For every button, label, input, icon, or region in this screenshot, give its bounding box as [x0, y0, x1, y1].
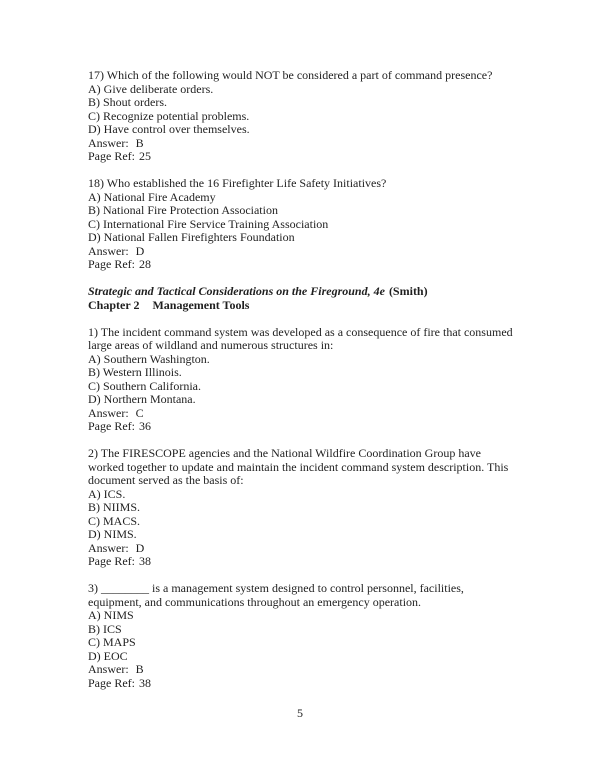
question-block-18	[88, 177, 524, 272]
question-block-2	[88, 447, 524, 569]
answer-line	[88, 663, 524, 677]
question-stem-line: document served as the basis of:	[88, 473, 244, 487]
page-ref-line	[88, 677, 524, 691]
choice-option: B) Shout orders.	[88, 95, 167, 109]
page-ref-label: Page Ref:	[88, 419, 135, 433]
page-ref-value: 38	[139, 554, 151, 568]
choice-option: C) Recognize potential problems.	[88, 108, 250, 123]
choice-option: A) National Fire Academy	[88, 189, 216, 204]
choice-option: C) Southern California.	[88, 378, 201, 393]
question-stem-line: 17) Which of the following would NOT be considered a part of command presence?	[88, 68, 493, 82]
question-block-3	[88, 582, 524, 690]
book-heading	[88, 285, 524, 312]
document-content	[88, 69, 524, 704]
answer-label: Answer:	[88, 135, 129, 150]
choice-option: D) Have control over themselves.	[88, 122, 250, 136]
choice-option: C) MAPS	[88, 635, 136, 649]
answer-value: B	[135, 135, 144, 150]
page-ref-value: 28	[139, 257, 151, 271]
answer-value: D	[135, 243, 145, 258]
choice-option: D) National Fallen Firefighters Foundation	[88, 230, 295, 244]
choice-option: D) NIMS.	[88, 527, 137, 541]
question-stem-line: 2) The FIRESCOPE agencies and the National Wildfire Coordination Group have	[88, 446, 481, 460]
answer-label: Answer:	[88, 405, 129, 420]
page-ref-line	[88, 258, 524, 272]
choice-option: A) NIMS	[88, 608, 134, 622]
page-ref-line	[88, 555, 524, 569]
book-author: (Smith)	[388, 284, 428, 298]
choice-option: C) International Fire Service Training Association	[88, 216, 329, 231]
answer-label: Answer:	[88, 540, 129, 555]
answer-line	[88, 137, 524, 151]
page-ref-label: Page Ref:	[88, 149, 135, 163]
answer-line	[88, 542, 524, 556]
answer-line	[88, 407, 524, 421]
question-stem-line: large areas of wildland and numerous structures in:	[88, 338, 334, 352]
question-block-17	[88, 69, 524, 164]
choice-option: A) Southern Washington.	[88, 351, 210, 366]
page-ref-value: 36	[139, 419, 151, 433]
page-ref-line	[88, 150, 524, 164]
answer-label: Answer:	[88, 243, 129, 258]
page-ref-value: 38	[139, 675, 151, 690]
question-stem-line: 3) ________ is a management system designed to control personnel, facilities,	[88, 581, 464, 595]
choice-option: D) Northern Montana.	[88, 392, 196, 406]
chapter-line	[88, 299, 524, 313]
answer-value: D	[135, 540, 145, 555]
question-block-1	[88, 326, 524, 434]
page-ref-value: 25	[139, 149, 151, 163]
page-number: 5	[297, 706, 303, 720]
chapter-title: Management Tools	[152, 297, 250, 312]
page-ref-label: Page Ref:	[88, 554, 135, 568]
book-title-line	[88, 285, 524, 299]
choice-option: B) Western Illinois.	[88, 365, 182, 379]
answer-value: C	[135, 405, 144, 420]
choice-option: B) NIIMS.	[88, 500, 141, 514]
question-stem-line: 18) Who established the 16 Firefighter Life Safety Initiatives?	[88, 176, 387, 190]
choice-option: B) ICS	[88, 621, 122, 636]
question-stem-line: equipment, and communications throughout an emergency operation.	[88, 594, 422, 609]
answer-value: B	[135, 662, 144, 676]
page-ref-line	[88, 420, 524, 434]
choice-option: C) MACS.	[88, 513, 141, 528]
choice-option: B) National Fire Protection Association	[88, 203, 278, 217]
chapter-label: Chapter 2	[88, 297, 140, 312]
question-stem-line: worked together to update and maintain the incident command system description. This	[88, 459, 509, 474]
choice-option: A) Give deliberate orders.	[88, 81, 214, 96]
answer-label: Answer:	[88, 662, 129, 676]
answer-line	[88, 245, 524, 259]
choice-option: A) ICS.	[88, 486, 126, 501]
book-title: Strategic and Tactical Considerations on the Fireground, 4e	[88, 284, 385, 298]
question-stem-line: 1) The incident command system was developed as a consequence of fire that consumed	[88, 324, 513, 339]
choice-option: D) EOC	[88, 648, 128, 663]
page-ref-label: Page Ref:	[88, 257, 135, 271]
page-ref-label: Page Ref:	[88, 675, 135, 690]
